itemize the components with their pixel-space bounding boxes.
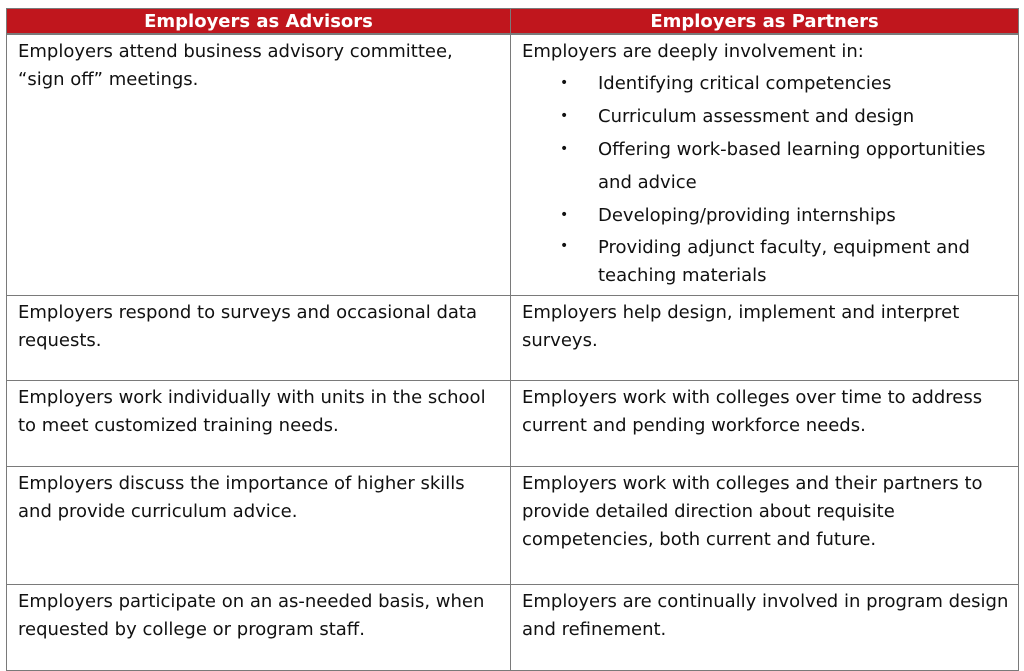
advisors-cell: Employers attend business advisory committee, “sign off” meetings. — [7, 34, 511, 296]
advisors-cell: Employers work individually with units in the school to meet customized training needs. — [7, 381, 511, 467]
list-item-text: Offering work-based learning opportunities and advice — [598, 139, 986, 193]
table-row — [7, 34, 1019, 296]
advisors-cell: Employers discuss the importance of higher skills and provide curriculum advice. — [7, 467, 511, 585]
list-item-text: Curriculum assessment and design — [598, 106, 915, 127]
bullet-icon: • — [560, 207, 569, 223]
table-row — [7, 585, 1019, 671]
bullet-icon: • — [560, 141, 569, 157]
list-item-text: Developing/providing internships — [598, 205, 896, 226]
list-item — [522, 199, 1010, 232]
partners-cell — [511, 34, 1019, 296]
partners-intro-text: Employers are deeply involvement in: — [522, 41, 864, 62]
comparison-table-container — [6, 8, 1018, 662]
bullet-icon: • — [560, 75, 569, 91]
bullet-icon: • — [560, 108, 569, 124]
list-item — [522, 67, 1010, 100]
bullet-icon: • — [560, 238, 569, 254]
list-item — [522, 232, 1010, 290]
table-row — [7, 296, 1019, 381]
partners-bullet-list — [522, 67, 1010, 290]
list-item — [522, 133, 1010, 199]
list-item-text: Providing adjunct faculty, equipment and teaching materials — [598, 237, 970, 286]
partners-cell: Employers work with colleges and their partners to provide detailed direction about requisite competencies, both current and future. — [511, 467, 1019, 585]
partners-cell: Employers help design, implement and interpret surveys. — [511, 296, 1019, 381]
advisors-cell: Employers respond to surveys and occasional data requests. — [7, 296, 511, 381]
advisors-cell: Employers participate on an as-needed basis, when requested by college or program staff. — [7, 585, 511, 671]
list-item-text: Identifying critical competencies — [598, 73, 892, 94]
header-partners: Employers as Partners — [511, 9, 1019, 35]
list-item — [522, 100, 1010, 133]
advisors-vs-partners-table — [6, 8, 1019, 671]
header-row — [7, 9, 1019, 35]
table-row — [7, 381, 1019, 467]
header-advisors: Employers as Advisors — [7, 9, 511, 35]
table-row — [7, 467, 1019, 585]
partners-cell: Employers are continually involved in program design and refinement. — [511, 585, 1019, 671]
partners-cell: Employers work with colleges over time to address current and pending workforce needs. — [511, 381, 1019, 467]
